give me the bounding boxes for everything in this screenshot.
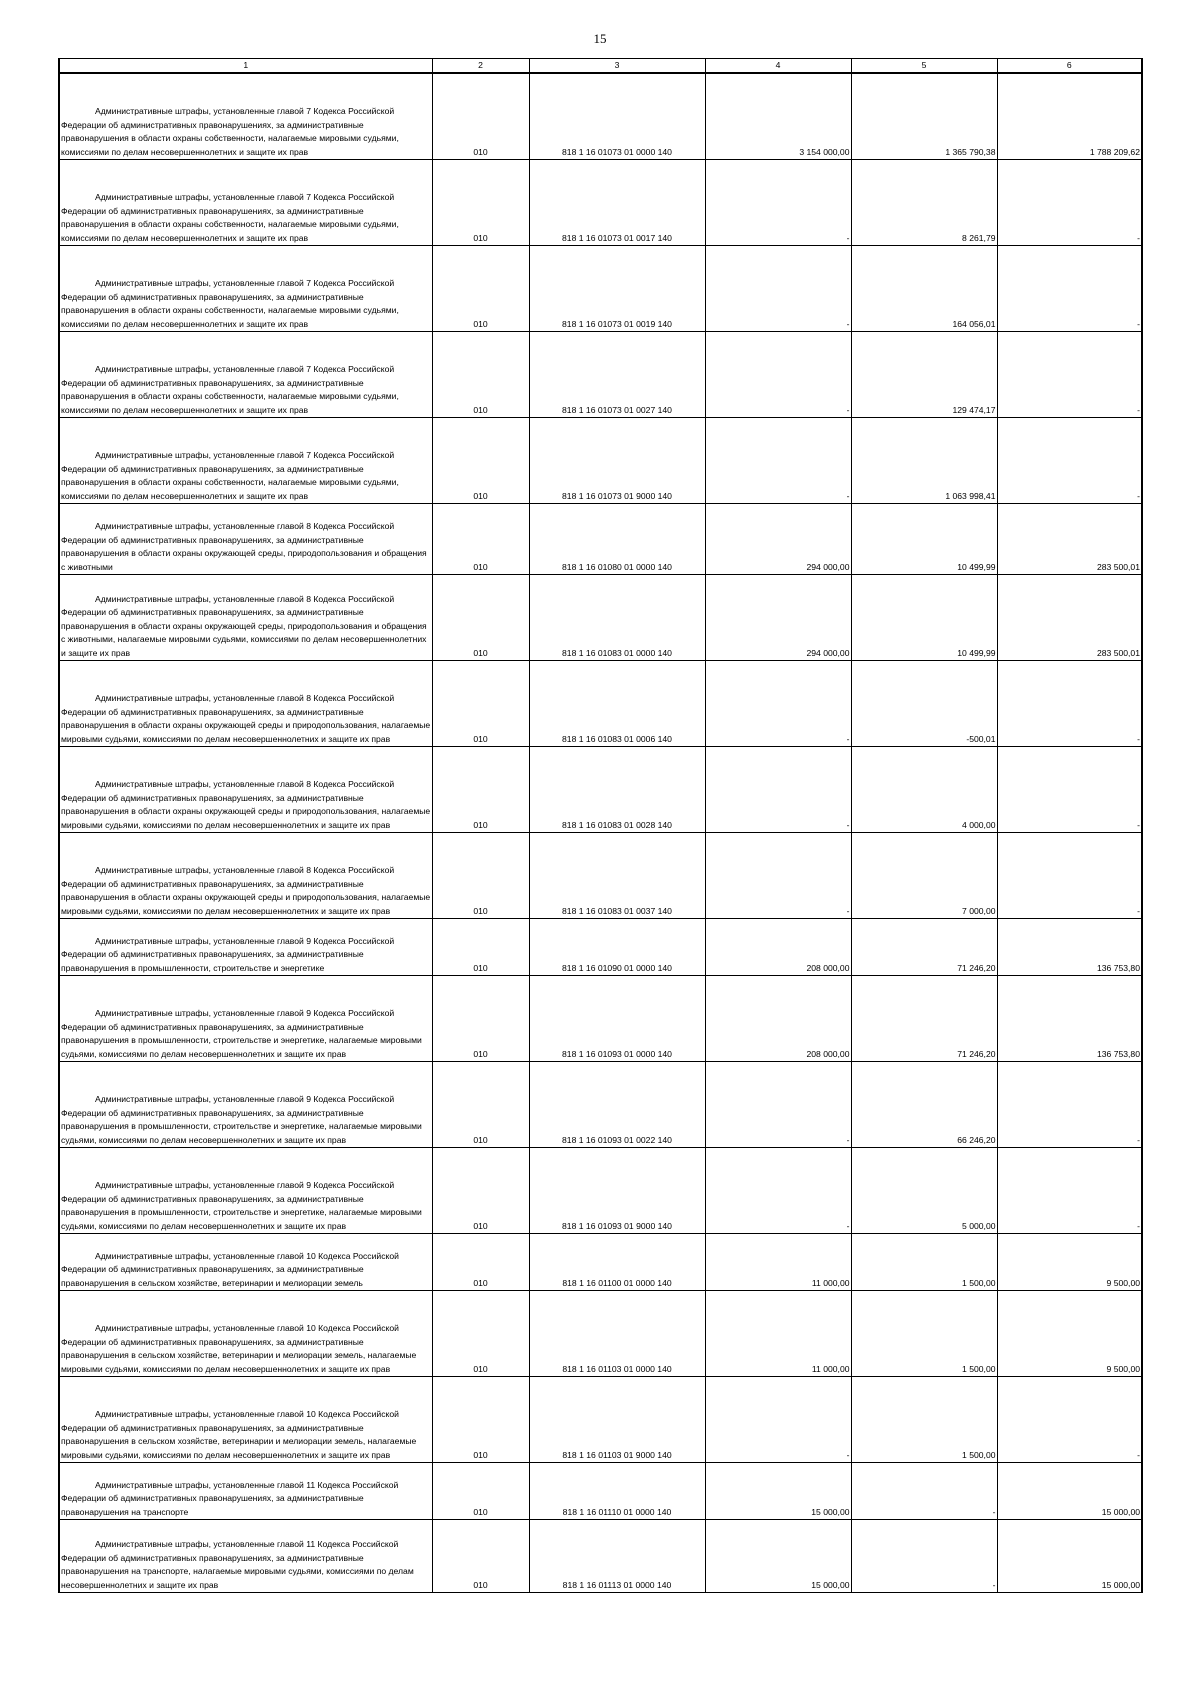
row-line-code-cell: 010 [432,1061,529,1147]
row-line-code-cell: 010 [432,245,529,331]
row-col4-cell: 11 000,00 [705,1290,851,1376]
row-col6-cell: 15 000,00 [997,1462,1142,1519]
table-row [59,574,1142,660]
row-col4-cell: 15 000,00 [705,1462,851,1519]
row-col5-cell: 66 246,20 [851,1061,997,1147]
table-row [59,832,1142,918]
table-row [59,1290,1142,1376]
table-row [59,503,1142,574]
row-name-cell: Административные штрафы, установленные главой 7 Кодекса Российской Федерации об административных правонарушениях, за административные правонарушения в области охраны собственности, налагаемые мировыми судьями, комиссиями по делам несовершеннолетних и защите их прав [59,159,432,245]
row-col5-cell: 129 474,17 [851,331,997,417]
row-col6-cell: - [997,159,1142,245]
row-col4-cell: 294 000,00 [705,503,851,574]
table-row [59,331,1142,417]
row-col4-cell: - [705,245,851,331]
row-col4-cell: - [705,1376,851,1462]
row-col4-cell: 3 154 000,00 [705,73,851,159]
row-col5-cell: 71 246,20 [851,975,997,1061]
row-name-cell: Административные штрафы, установленные главой 10 Кодекса Российской Федерации об административных правонарушениях, за административные правонарушения в сельском хозяйстве, ветеринарии и мелиорации земель [59,1233,432,1290]
row-col4-cell: 294 000,00 [705,574,851,660]
row-col5-cell: 71 246,20 [851,918,997,975]
report-table [58,58,1143,1593]
row-name-cell: Административные штрафы, установленные главой 8 Кодекса Российской Федерации об административных правонарушениях, за административные правонарушения в области охраны окружающей среды и природопользования, налагаемые мировыми судьями, комиссиями по делам несовершеннолетних и защите их прав [59,660,432,746]
row-col5-cell: 8 261,79 [851,159,997,245]
table-body [59,73,1142,1592]
row-classification-code-cell: 818 1 16 01100 01 0000 140 [529,1233,705,1290]
row-col5-cell: 1 500,00 [851,1233,997,1290]
row-name-cell: Административные штрафы, установленные главой 9 Кодекса Российской Федерации об административных правонарушениях, за административные правонарушения в промышленности, строительстве и энергетике [59,918,432,975]
row-col5-cell: 1 063 998,41 [851,417,997,503]
row-col6-cell: - [997,331,1142,417]
table-row [59,417,1142,503]
row-classification-code-cell: 818 1 16 01083 01 0006 140 [529,660,705,746]
row-name-cell: Административные штрафы, установленные главой 11 Кодекса Российской Федерации об административных правонарушениях, за административные правонарушения на транспорте, налагаемые мировыми судьями, комиссиями по делам несовершеннолетних и защите их прав [59,1519,432,1592]
row-col6-cell: - [997,746,1142,832]
row-name-cell: Административные штрафы, установленные главой 8 Кодекса Российской Федерации об административных правонарушениях, за административные правонарушения в области охраны окружающей среды, природопользования и обращения с животными, налагаемые мировыми судьями, комиссиями по делам несовершеннолетних и защите их прав [59,574,432,660]
row-col4-cell: 208 000,00 [705,975,851,1061]
row-col5-cell: - [851,1462,997,1519]
page-number: 15 [593,31,607,46]
row-col5-cell: 10 499,99 [851,503,997,574]
table-row [59,1376,1142,1462]
row-classification-code-cell: 818 1 16 01080 01 0000 140 [529,503,705,574]
row-line-code-cell: 010 [432,918,529,975]
row-classification-code-cell: 818 1 16 01103 01 9000 140 [529,1376,705,1462]
row-line-code-cell: 010 [432,331,529,417]
row-col4-cell: - [705,660,851,746]
row-col6-cell: 136 753,80 [997,975,1142,1061]
row-col6-cell: - [997,832,1142,918]
row-classification-code-cell: 818 1 16 01093 01 0000 140 [529,975,705,1061]
row-classification-code-cell: 818 1 16 01090 01 0000 140 [529,918,705,975]
row-col6-cell: 9 500,00 [997,1290,1142,1376]
table-row [59,1519,1142,1592]
row-classification-code-cell: 818 1 16 01083 01 0037 140 [529,832,705,918]
row-classification-code-cell: 818 1 16 01083 01 0028 140 [529,746,705,832]
table-row [59,918,1142,975]
row-classification-code-cell: 818 1 16 01073 01 9000 140 [529,417,705,503]
row-classification-code-cell: 818 1 16 01073 01 0019 140 [529,245,705,331]
table-row [59,1233,1142,1290]
row-col5-cell: 164 056,01 [851,245,997,331]
row-line-code-cell: 010 [432,1462,529,1519]
row-col6-cell: 136 753,80 [997,918,1142,975]
row-line-code-cell: 010 [432,1376,529,1462]
row-line-code-cell: 010 [432,660,529,746]
row-name-cell: Административные штрафы, установленные главой 8 Кодекса Российской Федерации об административных правонарушениях, за административные правонарушения в области охраны окружающей среды и природопользования, налагаемые мировыми судьями, комиссиями по делам несовершеннолетних и защите их прав [59,746,432,832]
header-col-1: 1 [59,59,432,74]
table-row [59,975,1142,1061]
row-line-code-cell: 010 [432,417,529,503]
row-line-code-cell: 010 [432,1519,529,1592]
row-line-code-cell: 010 [432,1233,529,1290]
row-col6-cell: - [997,660,1142,746]
row-col4-cell: - [705,832,851,918]
row-col4-cell: - [705,746,851,832]
row-name-cell: Административные штрафы, установленные главой 7 Кодекса Российской Федерации об административных правонарушениях, за административные правонарушения в области охраны собственности, налагаемые мировыми судьями, комиссиями по делам несовершеннолетних и защите их прав [59,331,432,417]
row-classification-code-cell: 818 1 16 01073 01 0000 140 [529,73,705,159]
row-name-cell: Административные штрафы, установленные главой 8 Кодекса Российской Федерации об административных правонарушениях, за административные правонарушения в области охраны окружающей среды и природопользования, налагаемые мировыми судьями, комиссиями по делам несовершеннолетних и защите их прав [59,832,432,918]
row-name-cell: Административные штрафы, установленные главой 8 Кодекса Российской Федерации об административных правонарушениях, за административные правонарушения в области охраны окружающей среды, природопользования и обращения с животными [59,503,432,574]
row-col6-cell: - [997,1147,1142,1233]
row-name-cell: Административные штрафы, установленные главой 7 Кодекса Российской Федерации об административных правонарушениях, за административные правонарушения в области охраны собственности, налагаемые мировыми судьями, комиссиями по делам несовершеннолетних и защите их прав [59,73,432,159]
row-col5-cell: 1 365 790,38 [851,73,997,159]
row-col4-cell: - [705,1061,851,1147]
row-col6-cell: 1 788 209,62 [997,73,1142,159]
row-col4-cell: - [705,331,851,417]
row-classification-code-cell: 818 1 16 01093 01 9000 140 [529,1147,705,1233]
row-col4-cell: 208 000,00 [705,918,851,975]
header-row [59,59,1142,74]
row-col5-cell: 1 500,00 [851,1290,997,1376]
row-col5-cell: 1 500,00 [851,1376,997,1462]
row-line-code-cell: 010 [432,73,529,159]
header-col-5: 5 [851,59,997,74]
row-name-cell: Административные штрафы, установленные главой 9 Кодекса Российской Федерации об административных правонарушениях, за административные правонарушения в промышленности, строительстве и энергетике, налагаемые мировыми судьями, комиссиями по делам несовершеннолетних и защите их прав [59,975,432,1061]
row-col5-cell: 10 499,99 [851,574,997,660]
row-line-code-cell: 010 [432,159,529,245]
row-col5-cell: -500,01 [851,660,997,746]
row-col5-cell: - [851,1519,997,1592]
row-classification-code-cell: 818 1 16 01113 01 0000 140 [529,1519,705,1592]
row-col4-cell: 11 000,00 [705,1233,851,1290]
row-col6-cell: - [997,1376,1142,1462]
table-row [59,746,1142,832]
row-name-cell: Административные штрафы, установленные главой 10 Кодекса Российской Федерации об административных правонарушениях, за административные правонарушения в сельском хозяйстве, ветеринарии и мелиорации земель, налагаемые мировыми судьями, комиссиями по делам несовершеннолетних и защите их прав [59,1290,432,1376]
row-name-cell: Административные штрафы, установленные главой 7 Кодекса Российской Федерации об административных правонарушениях, за административные правонарушения в области охраны собственности, налагаемые мировыми судьями, комиссиями по делам несовершеннолетних и защите их прав [59,245,432,331]
row-col6-cell: 283 500,01 [997,574,1142,660]
row-name-cell: Административные штрафы, установленные главой 7 Кодекса Российской Федерации об административных правонарушениях, за административные правонарушения в области охраны собственности, налагаемые мировыми судьями, комиссиями по делам несовершеннолетних и защите их прав [59,417,432,503]
table-row [59,1462,1142,1519]
table-row [59,159,1142,245]
row-col6-cell: - [997,245,1142,331]
row-col4-cell: - [705,417,851,503]
row-line-code-cell: 010 [432,1147,529,1233]
row-classification-code-cell: 818 1 16 01093 01 0022 140 [529,1061,705,1147]
row-col4-cell: - [705,1147,851,1233]
table-row [59,245,1142,331]
header-col-3: 3 [529,59,705,74]
row-name-cell: Административные штрафы, установленные главой 11 Кодекса Российской Федерации об административных правонарушениях, за административные правонарушения на транспорте [59,1462,432,1519]
row-col6-cell: 9 500,00 [997,1233,1142,1290]
table-row [59,660,1142,746]
row-col5-cell: 7 000,00 [851,832,997,918]
row-col6-cell: - [997,1061,1142,1147]
row-name-cell: Административные штрафы, установленные главой 9 Кодекса Российской Федерации об административных правонарушениях, за административные правонарушения в промышленности, строительстве и энергетике, налагаемые мировыми судьями, комиссиями по делам несовершеннолетних и защите их прав [59,1147,432,1233]
header-col-6: 6 [997,59,1142,74]
row-col6-cell: - [997,417,1142,503]
header-col-2: 2 [432,59,529,74]
table-row [59,1061,1142,1147]
header-col-4: 4 [705,59,851,74]
row-line-code-cell: 010 [432,574,529,660]
row-line-code-cell: 010 [432,746,529,832]
row-col6-cell: 283 500,01 [997,503,1142,574]
row-classification-code-cell: 818 1 16 01073 01 0017 140 [529,159,705,245]
row-line-code-cell: 010 [432,503,529,574]
row-name-cell: Административные штрафы, установленные главой 9 Кодекса Российской Федерации об административных правонарушениях, за административные правонарушения в промышленности, строительстве и энергетике, налагаемые мировыми судьями, комиссиями по делам несовершеннолетних и защите их прав [59,1061,432,1147]
row-col6-cell: 15 000,00 [997,1519,1142,1592]
table-row [59,73,1142,159]
row-col4-cell: - [705,159,851,245]
row-line-code-cell: 010 [432,832,529,918]
row-col5-cell: 4 000,00 [851,746,997,832]
row-classification-code-cell: 818 1 16 01103 01 0000 140 [529,1290,705,1376]
row-col4-cell: 15 000,00 [705,1519,851,1592]
row-name-cell: Административные штрафы, установленные главой 10 Кодекса Российской Федерации об административных правонарушениях, за административные правонарушения в сельском хозяйстве, ветеринарии и мелиорации земель, налагаемые мировыми судьями, комиссиями по делам несовершеннолетних и защите их прав [59,1376,432,1462]
row-classification-code-cell: 818 1 16 01073 01 0027 140 [529,331,705,417]
row-classification-code-cell: 818 1 16 01110 01 0000 140 [529,1462,705,1519]
row-line-code-cell: 010 [432,1290,529,1376]
row-classification-code-cell: 818 1 16 01083 01 0000 140 [529,574,705,660]
table-row [59,1147,1142,1233]
row-line-code-cell: 010 [432,975,529,1061]
row-col5-cell: 5 000,00 [851,1147,997,1233]
